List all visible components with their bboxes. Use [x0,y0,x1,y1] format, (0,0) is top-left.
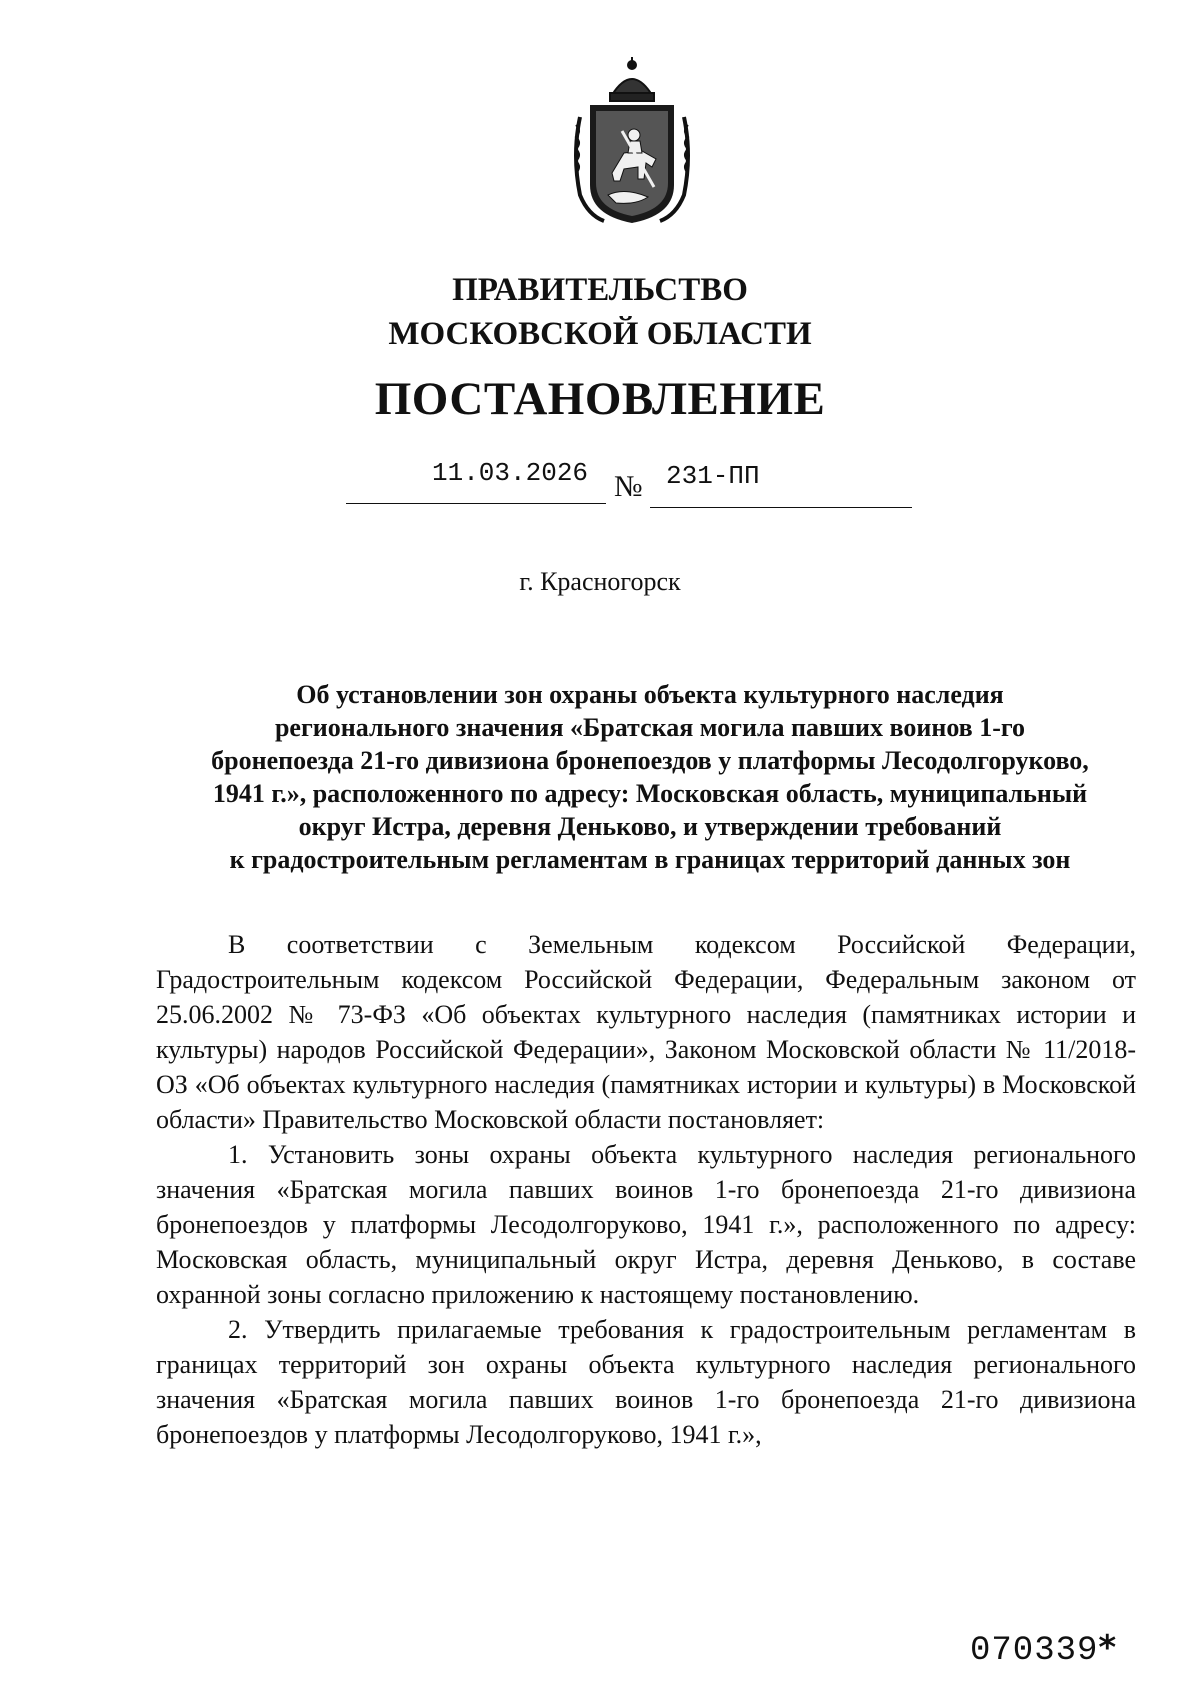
clause-2-paragraph: 2. Утвердить прилагаемые требования к градостроительным регламентам в границах территорий зон охраны объекта культурного наследия регионального значения «Братская могила павших воинов 1-го бронепоезда 21-го дивизиона бронепоездов у платформы Лесодолгоруково, 1941 г.», [156,1315,1136,1449]
number-underline [650,507,912,508]
title-line: к градостроительным регламентам в границах территорий данных зон [229,845,1071,874]
clause-1-paragraph: 1. Установить зоны охраны объекта культурного наследия регионального значения «Братская могила павших воинов 1-го бронепоезда 21-го дивизиона бронепоездов у платформы Лесодолгоруково, 1941 г.», расположенного по адресу: Московская область, муниципальный округ Истра, деревня Деньково, в составе охранной зоны согласно приложению к настоящему постановлению. [156,1140,1136,1309]
title-line: округ Истра, деревня Деньково, и утверждении требований [298,812,1002,841]
city: г. Красногорск [519,567,681,596]
title-line: 1941 г.», расположенного по адресу: Московская область, муниципальный [212,779,1088,808]
title-line: бронепоезда 21-го дивизиона бронепоездов у платформы Лесодолгоруково, [211,746,1089,775]
date-underline [346,503,606,504]
organization-name [0,268,1200,356]
title-line: Об установлении зон охраны объекта культурного наследия [296,680,1004,709]
org-line-2: МОСКОВСКОЙ ОБЛАСТИ [388,316,812,352]
number-sign: № [614,470,643,503]
preamble-paragraph: В соответствии с Земельным кодексом Российской Федерации, Градостроительным кодексом Российской Федерации, Федеральным законом от 25.06.2002 № 73-ФЗ «Об объектах культурного наследия (памятниках истории и культуры) народов Российской Федерации», Законом Московской области № 11/2018-ОЗ «Об объектах культурного наследия (памятниках истории и культуры) в Московской области» Правительство Московской области постановляет: [156,930,1136,1134]
document-type: ПОСТАНОВЛЕНИЕ [374,373,826,425]
document-body [156,927,1136,1452]
org-line-1: ПРАВИТЕЛЬСТВО [452,272,748,308]
serial-digits: 070339 [970,1632,1099,1670]
coat-of-arms-icon [568,55,696,227]
document-date: 11.03.2026 [432,458,589,488]
title-line: регионального значения «Братская могила павших воинов 1-го [274,713,1026,742]
document-number: 231-ПП [666,461,760,491]
document-title [160,678,1140,876]
serial-number [970,1628,1117,1670]
asterisk-mark: * [1098,1628,1118,1668]
